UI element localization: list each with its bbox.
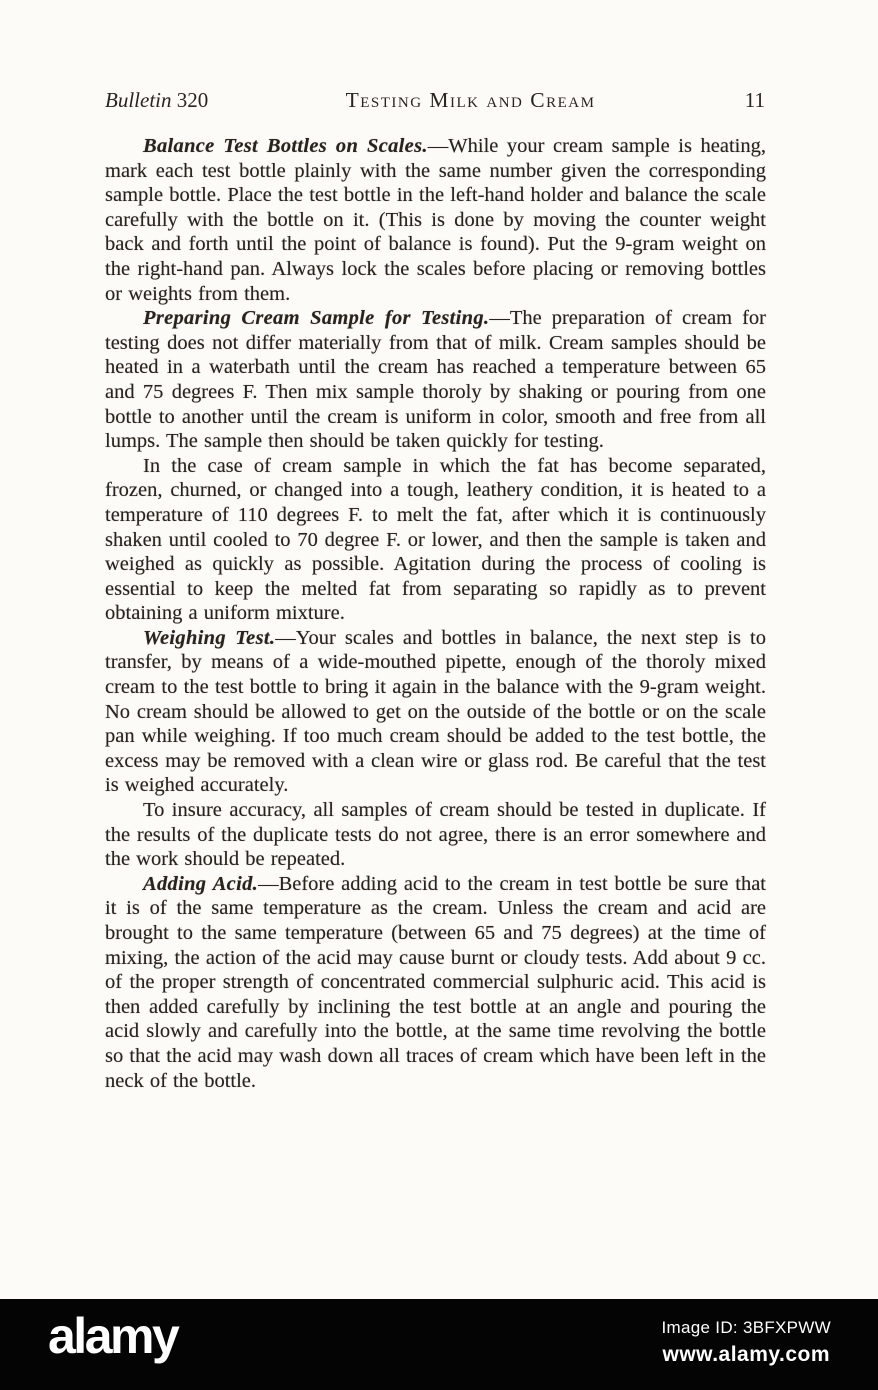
- bulletin-number: 320: [176, 88, 209, 112]
- paragraph-lead: Adding Acid.: [143, 872, 259, 895]
- paragraph-text: —The preparation of cream for testing does not differ materially from that of milk. Cream samples should be heated in a waterbath until the cream has reached a temperature between 65 and 75 degrees F. Then mix sample thoroly by shaking or pouring from one bottle to another until the cream is uniform in color, smooth and free from all lumps. The sample then should be taken quickly for testing.: [105, 307, 766, 453]
- paragraph-lead: Preparing Cream Sample for Testing.: [143, 307, 490, 330]
- page-body-text: [105, 134, 766, 1093]
- paragraph-insure-accuracy: [105, 798, 766, 872]
- running-title: Testing Milk and Cream: [345, 88, 596, 112]
- alamy-logo: alamy: [48, 1308, 178, 1364]
- paragraph-lead: Balance Test Bottles on Scales.: [143, 135, 428, 157]
- bulletin-label: [105, 88, 208, 113]
- image-id-label: Image ID: 3BFXPWW: [661, 1318, 831, 1337]
- paragraph-adding-acid: [105, 872, 766, 1093]
- bulletin-name: Bulletin: [105, 88, 172, 112]
- paragraph-balance-test-bottles: [105, 134, 766, 306]
- paragraph-text: —Before adding acid to the cream in test bottle be sure that it is of the same temperature as the cream. Unless the cream and acid are brought to the same temperature (between 65 and 75 degrees) at the time of mixing, the action of the acid may cause burnt or cloudy tests. Add about 9 cc. of the proper strength of concentrated commercial sulphuric acid. This acid is then added carefully by inclining the test bottle at an angle and pouring the acid slowly and carefully into the bottle, at the same time revolving the bottle so that the acid may wash down all traces of cream which have been left in the neck of the bottle.: [105, 872, 766, 1092]
- alamy-watermark-bar: [0, 1299, 878, 1390]
- paragraph-text: In the case of cream sample in which the fat has become separated, frozen, churned, or changed into a tough, leathery condition, it is heated to a temperature of 110 degrees F. to melt the fat, after which it is continuously shaken until cooled to 70 degree F. or lower, and then the sample is taken and weighed as quickly as possible. Agitation during the process of cooling is essential to keep the melted fat from separating so rapidly as to prevent obtaining a uniform mixture.: [105, 454, 766, 625]
- alamy-url: www.alamy.com: [662, 1343, 831, 1366]
- paragraph-text: —While your cream sample is heating, mark each test bottle plainly with the same number given the corresponding sample bottle. Place the test bottle in the left-hand holder and balance the scale carefully with the bottle on it. (This is done by moving the counter weight back and forth until the point of balance is found). Put the 9-gram weight on the right-hand pan. Always lock the scales before placing or removing bottles or weights from them.: [105, 135, 766, 305]
- image-id-block: [662, 1318, 831, 1367]
- paragraph-separated-fat: [105, 454, 766, 626]
- paragraph-text: —Your scales and bottles in balance, the next step is to transfer, by means of a wide-mouthed pipette, enough of the thoroly mixed cream to the test bottle to bring it again in the balance with the 9-gram weight. No cream should be allowed to get on the outside of the bottle or on the scale pan while weighing. If too much cream should be added to the test bottle, the excess may be removed with a clean wire or glass rod. Be careful that the test is weighed accurately.: [105, 626, 766, 797]
- paragraph-text: To insure accuracy, all samples of cream should be tested in duplicate. If the results of the duplicate tests do not agree, there is an error somewhere and the work should be repeated.: [105, 799, 766, 871]
- page-number: 11: [744, 88, 765, 112]
- paragraph-lead: Weighing Test.: [143, 626, 276, 649]
- paragraph-weighing-test: [105, 626, 766, 798]
- paragraph-preparing-cream-sample: [105, 306, 766, 454]
- running-header: [105, 88, 765, 113]
